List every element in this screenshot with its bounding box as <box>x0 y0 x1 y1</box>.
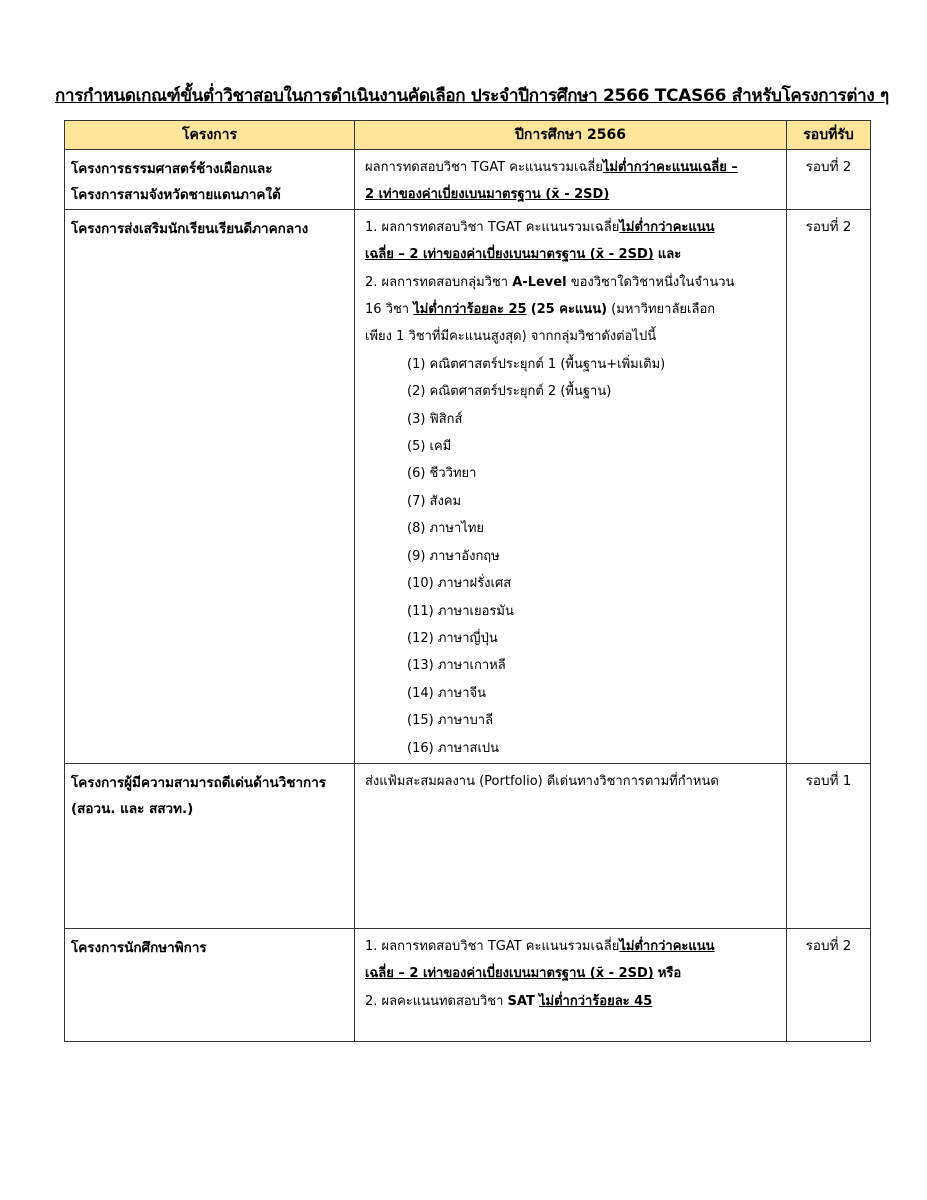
criteria-cell <box>355 150 787 210</box>
list-item: (5) เคมี <box>407 439 452 455</box>
header-year: ปีการศึกษา 2566 <box>355 121 787 150</box>
criteria-conjunction: หรือ <box>657 966 682 982</box>
program-name-line: โครงการธรรมศาสตร์ช้างเผือกและ <box>71 161 273 177</box>
criteria-table <box>64 120 871 1042</box>
criteria-line <box>365 960 780 987</box>
program-name-line: โครงการสามจังหวัดชายแดนภาคใต้ <box>71 187 281 203</box>
criteria-text: 2. ผลการทดสอบกลุ่มวิชา <box>365 274 509 290</box>
criteria-emphasis: ไม่ต่ำกว่าคะแนนเฉลี่ย – <box>602 160 738 175</box>
criteria-line <box>365 988 780 1015</box>
list-item: (10) ภาษาฝรั่งเศส <box>407 576 512 592</box>
criteria-line <box>365 933 780 960</box>
criteria-emphasis: เฉลี่ย – 2 เท่าของค่าเบี่ยงเบนมาตรฐาน (x̄ - 2SD) <box>365 247 654 263</box>
program-name-line: (สอวน. และ สสวท.) <box>71 800 194 817</box>
list-item: (11) ภาษาเยอรมัน <box>407 603 514 619</box>
list-item: (3) ฟิสิกส์ <box>407 411 463 427</box>
list-item: (12) ภาษาญี่ปุ่น <box>407 630 498 646</box>
criteria-emphasis: ไม่ต่ำกว่าคะแนน <box>619 938 715 954</box>
table-row <box>65 150 871 210</box>
round-cell: รอบที่ 2 <box>787 209 871 763</box>
table-row <box>65 209 871 763</box>
program-cell <box>65 150 355 210</box>
round-cell: รอบที่ 2 <box>787 150 871 210</box>
list-item: (6) ชีววิทยา <box>407 466 477 482</box>
table-header-row <box>65 121 871 150</box>
program-name-line: โครงการผู้มีความสามารถดีเด่นด้านวิชาการ <box>71 774 327 791</box>
criteria-emphasis: เฉลี่ย – 2 เท่าของค่าเบี่ยงเบนมาตรฐาน (x̄ - 2SD) <box>365 966 654 982</box>
program-cell <box>65 928 355 1041</box>
list-item: (15) ภาษาบาลี <box>407 713 494 729</box>
list-item: (16) ภาษาสเปน <box>407 740 500 756</box>
list-item: (14) ภาษาจีน <box>407 685 487 701</box>
criteria-emphasis: 2 เท่าของค่าเบี่ยงเบนมาตรฐาน (x̄ - 2SD) <box>365 187 610 203</box>
criteria-line <box>365 154 780 181</box>
list-item: (1) คณิตศาสตร์ประยุกต์ 1 (พื้นฐาน+เพิ่มเติม) <box>407 356 666 372</box>
round-cell: รอบที่ 1 <box>787 763 871 928</box>
list-item: (2) คณิตศาสตร์ประยุกต์ 2 (พื้นฐาน) <box>407 384 612 400</box>
criteria-cell <box>355 209 787 763</box>
list-item: (8) ภาษาไทย <box>407 521 485 537</box>
criteria-emphasis: (25 คะแนน) <box>530 302 608 318</box>
criteria-text: (มหาวิทยาลัยเลือก <box>611 302 716 318</box>
criteria-line: เพียง 1 วิชาที่มีคะแนนสูงสุด) จากกลุ่มวิชาดังต่อไปนี้ <box>365 329 657 345</box>
criteria-cell <box>355 928 787 1041</box>
header-round: รอบที่รับ <box>787 121 871 150</box>
criteria-text: ของวิชาใดวิชาหนึ่งในจำนวน <box>570 274 735 290</box>
round-cell: รอบที่ 2 <box>787 928 871 1041</box>
criteria-emphasis: ไม่ต่ำกว่าร้อยละ 25 <box>413 302 527 318</box>
program-cell <box>65 209 355 763</box>
criteria-line <box>365 214 780 241</box>
program-cell <box>65 763 355 928</box>
header-program: โครงการ <box>65 121 355 150</box>
criteria-emphasis: ไม่ต่ำกว่าร้อยละ 45 <box>538 993 653 1009</box>
criteria-cell <box>355 763 787 928</box>
criteria-emphasis: SAT <box>507 993 535 1009</box>
criteria-line <box>365 296 780 323</box>
criteria-line <box>365 181 780 208</box>
criteria-conjunction: และ <box>657 247 682 263</box>
criteria-text: 1. ผลการทดสอบวิชา TGAT คะแนนรวมเฉลี่ย <box>365 219 620 235</box>
criteria-emphasis: A-Level <box>512 274 567 290</box>
criteria-text: ผลการทดสอบวิชา TGAT คะแนนรวมเฉลี่ย <box>365 160 603 175</box>
program-name-line: โครงการส่งเสริมนักเรียนเรียนดีภาคกลาง <box>71 220 309 237</box>
program-name-line: โครงการนักศึกษาพิการ <box>71 939 207 956</box>
table-row <box>65 763 871 928</box>
list-item: (13) ภาษาเกาหลี <box>407 658 506 674</box>
criteria-line <box>365 269 780 296</box>
list-item: (9) ภาษาอังกฤษ <box>407 548 500 564</box>
criteria-line: ส่งแฟ้มสะสมผลงาน (Portfolio) ดีเด่นทางวิชาการตามที่กำหนด <box>365 773 719 789</box>
list-item: (7) สังคม <box>407 493 462 509</box>
criteria-text: 1. ผลการทดสอบวิชา TGAT คะแนนรวมเฉลี่ย <box>365 938 620 954</box>
criteria-text: 16 วิชา <box>365 302 410 318</box>
page-title: การกำหนดเกณฑ์ขั้นต่ำวิชาสอบในการดำเนินงานคัดเลือก ประจำปีการศึกษา 2566 TCAS66 สำหรับโครงการต่าง ๆ <box>55 86 889 106</box>
table-row <box>65 928 871 1041</box>
criteria-emphasis: ไม่ต่ำกว่าคะแนน <box>619 219 715 235</box>
criteria-line <box>365 241 780 268</box>
criteria-text: 2. ผลคะแนนทดสอบวิชา <box>365 993 504 1009</box>
subject-list <box>365 351 780 762</box>
